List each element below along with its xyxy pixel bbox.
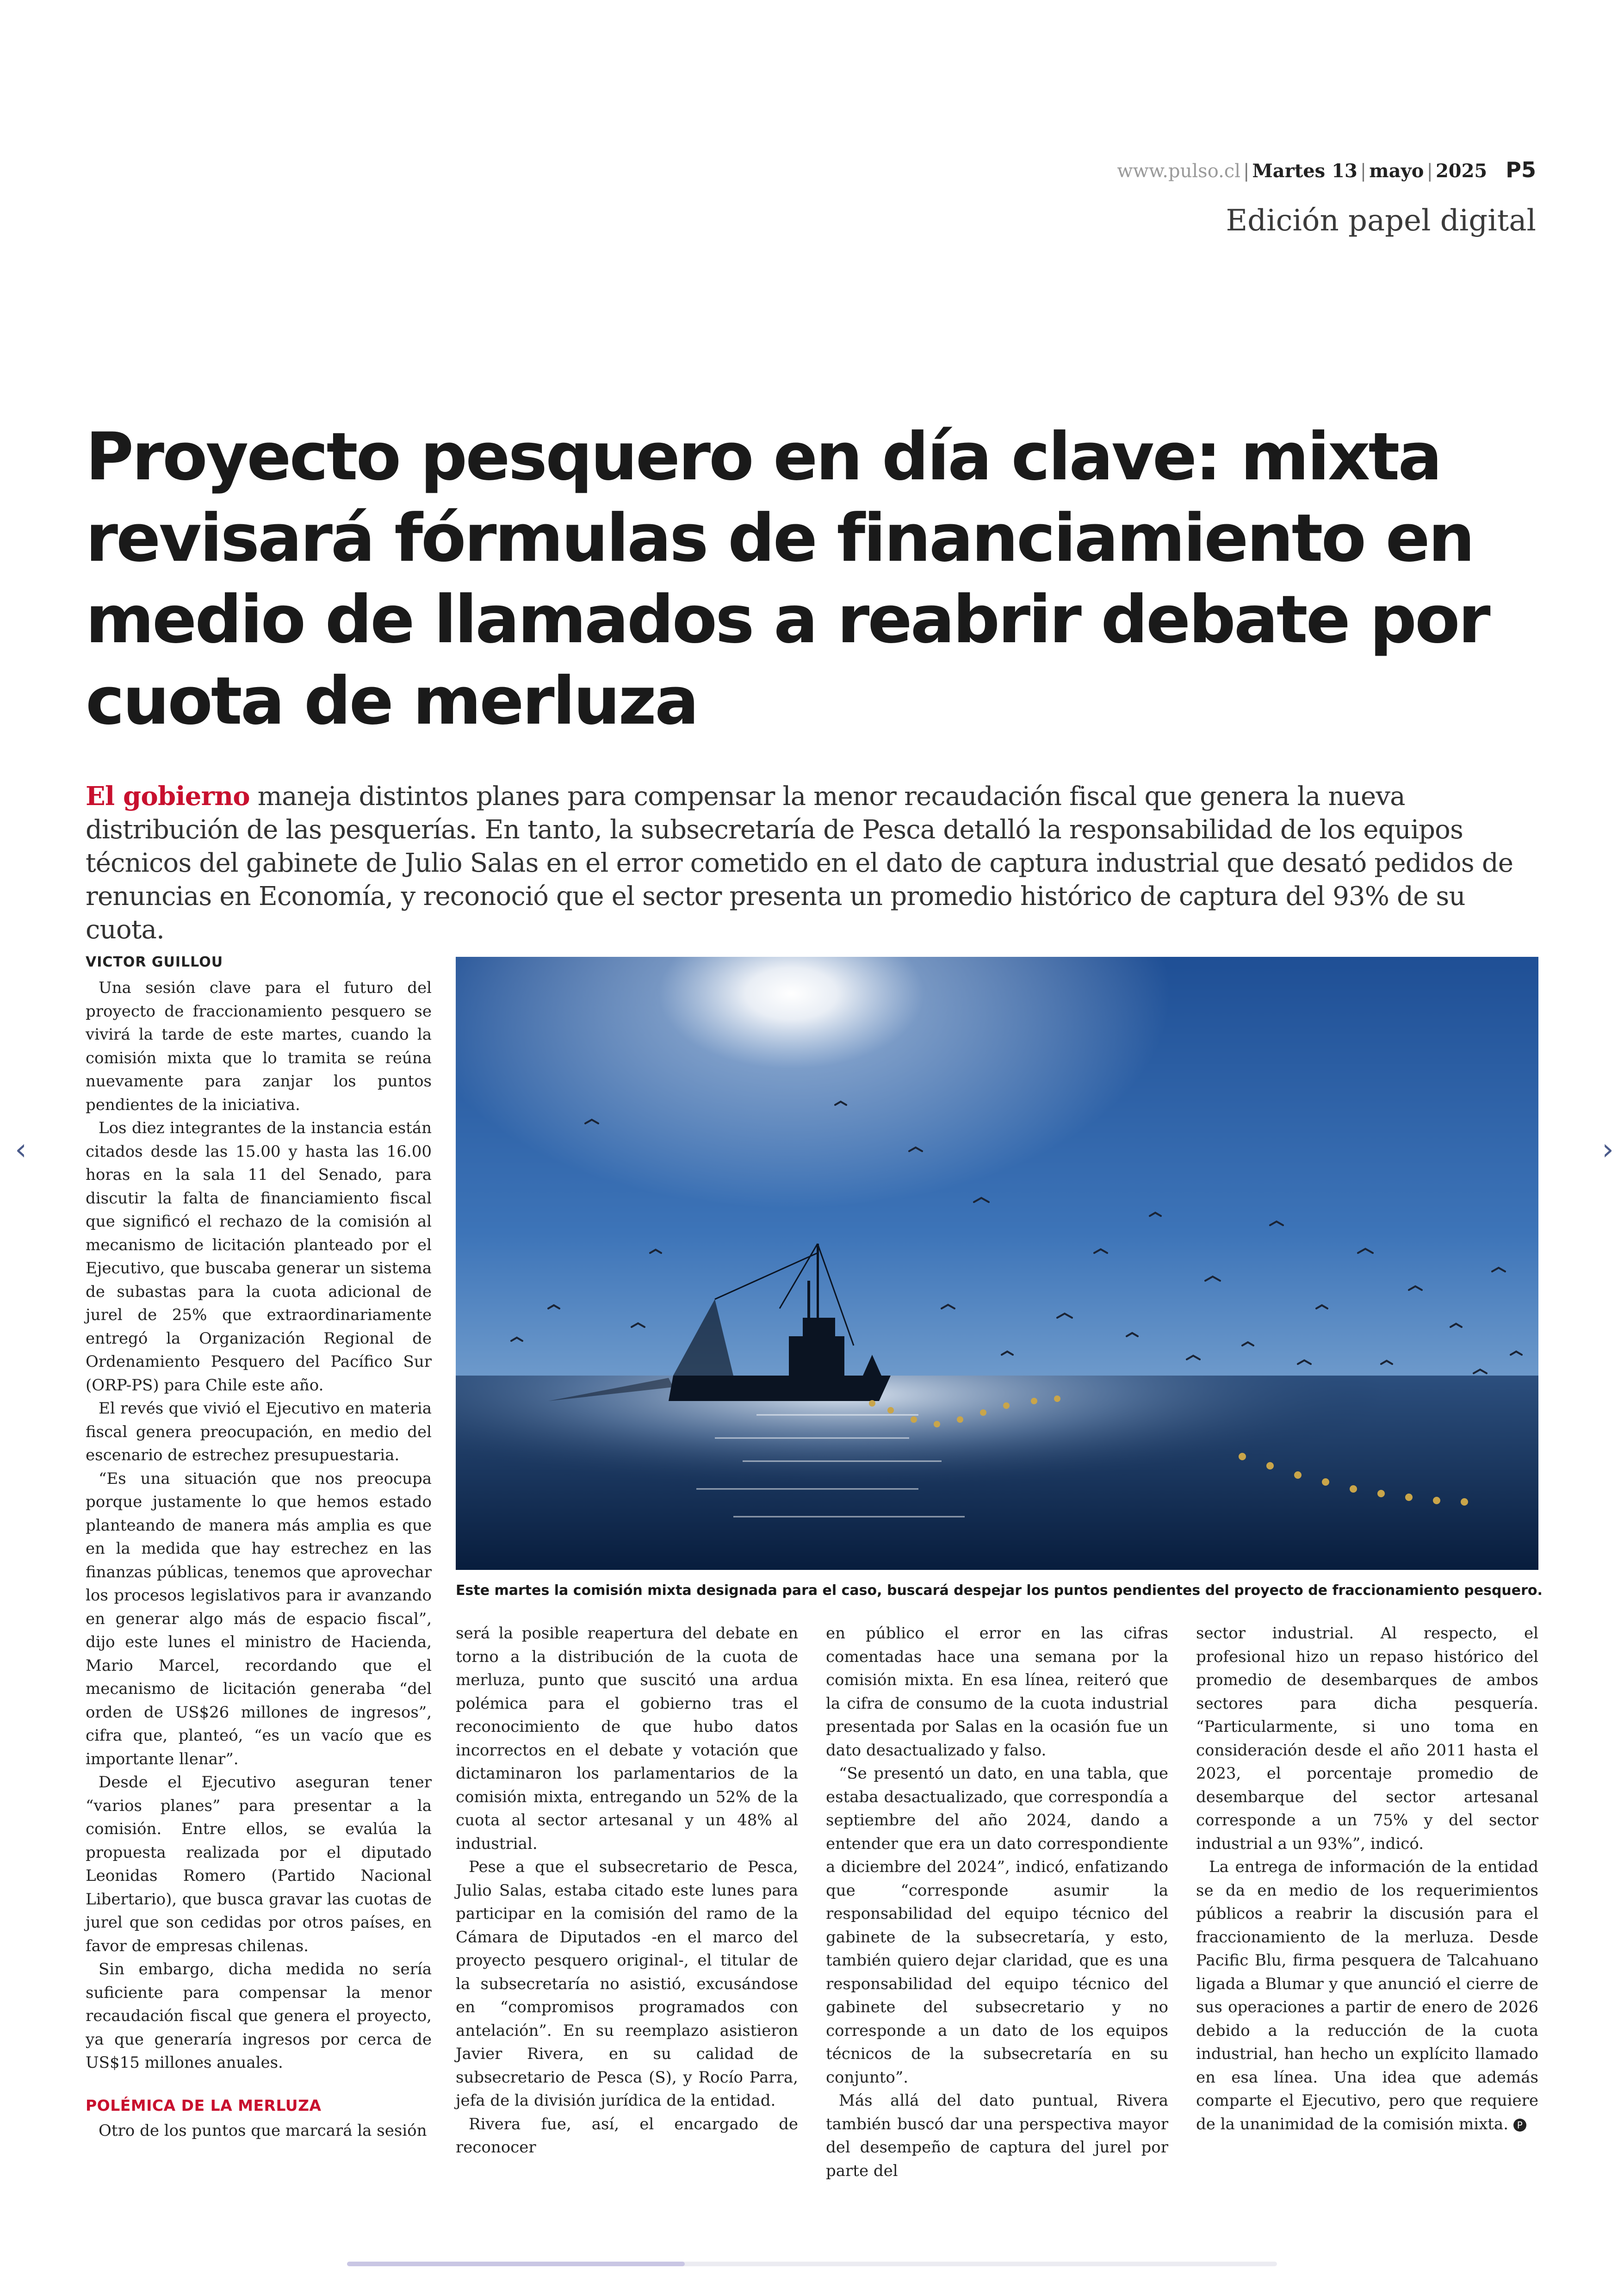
divider: | — [1243, 161, 1250, 182]
article-photo — [456, 957, 1538, 1570]
next-page-arrow-icon[interactable]: › — [1602, 1133, 1614, 1167]
paragraph: El revés que vivió el Ejecutivo en materia fiscal genera preocupación, en medio del escenario de estrechez presupuestaria. — [86, 1399, 432, 1464]
paragraph: Sin embargo, dicha medida no sería suficiente para compensar la menor recaudación fiscal que genera el proyecto, ya que generaría ingresos por cerca de US$15 millones anuales. — [86, 1960, 432, 2072]
divider: | — [1360, 161, 1367, 182]
article-headline: Proyecto pesquero en día clave: mixta revisará fórmulas de financiamiento en medio de llamados a reabrir debate por cuota de merluza — [86, 419, 1489, 739]
issue-date: Martes 13 — [1252, 160, 1357, 182]
paragraph — [1196, 1855, 1538, 2136]
horizontal-scrollbar[interactable] — [347, 2262, 1277, 2266]
divider: | — [1426, 161, 1433, 182]
paragraph: será la posible reapertura del debate en torno a la distribución de la cuota de merluza, punto que suscitó una ardua polémica para el gobierno tras el reconocimiento de que hubo datos incorrectos en el debate y votación que dictaminaron los parlamentarios de la comisión mixta, entregando un 52% de la cuota al sector artesanal y un 48% al industrial. — [456, 1624, 798, 1853]
article-column-3 — [826, 1622, 1168, 2180]
page-number: P5 — [1506, 157, 1536, 182]
fishing-boat-photo — [456, 957, 1538, 1570]
issue-month: mayo — [1369, 160, 1424, 182]
page-header — [1064, 157, 1536, 182]
end-of-article-icon: P — [1513, 2119, 1526, 2132]
previous-page-arrow-icon[interactable]: ‹ — [15, 1133, 27, 1167]
scrollbar-thumb[interactable] — [347, 2262, 685, 2266]
deck-text: maneja distintos planes para compensar la menor recaudación fiscal que genera la nueva distribución de las pesquerías. En tanto, la subsecretaría de Pesca detalló la responsabilidad de los equipos técnicos del gabinete de Julio Salas en el error cometido en el dato de captura industrial que desató pedidos de renuncias en Economía, y reconoció que el sector presenta un promedio histórico de captura del 93% de su cuota. — [86, 781, 1513, 945]
article-column-1 — [86, 976, 432, 2140]
site-url[interactable]: www.pulso.cl — [1117, 161, 1240, 182]
article-column-4 — [1196, 1622, 1538, 2131]
article-deck — [86, 780, 1548, 947]
paragraph-text: La entrega de información de la entidad se da en medio de los requerimientos públicos a reabrir la discusión para el fraccionamiento de la merluza. Desde Pacific Blu, firma pesquera de Talcahuano ligada a Blumar y que anunció el cierre de sus operaciones a partir de enero de 2026 debido a la reducción de la cuota industrial, han hecho un explícito llamado en esa línea. Una idea que además comparte el Ejecutivo, pero que requiere de la unanimidad de la comisión mixta. — [1196, 1858, 1538, 2133]
paragraph: Los diez integrantes de la instancia están citados desde las 15.00 y hasta las 16.00 horas en la sala 11 del Senado, para discutir la falta de financiamiento fiscal que significó el rechazo de la comisión al mecanismo de licitación planteado por el Ejecutivo, que buscaba generar un sistema de subastas para la cuota adicional de jurel de 25% que extraordinariamente entregó la Organización Regional de Ordenamiento Pesquero del Pacífico Sur (ORP-PS) para Chile este año. — [86, 1119, 432, 1395]
deck-lead: El gobierno — [86, 781, 250, 812]
paragraph: sector industrial. Al respecto, el profesional hizo un repaso histórico del promedio de desembarques de ambos sectores para dicha pesquería. “Particularmente, si uno toma en consideración desde el año 2011 hasta el 2023, el porcentaje promedio de desembarque del sector artesanal corresponde a un 75% y del sector industrial a un 93%”, indicó. — [1196, 1624, 1538, 1853]
article-column-2 — [456, 1622, 798, 2157]
paragraph: “Es una situación que nos preocupa porque justamente lo que hemos estado planteando de manera más amplia es que en la medida que hay estrechez en las finanzas públicas, tenemos que aprovechar los procesos legislativos para ir avanzando en generar algo más de espacio fiscal”, dijo este lunes el ministro de Hacienda, Mario Marcel, recordando que el mecanismo de licitación generaba “del orden de US$26 millones de ingresos”, cifra que, planteó, “es un vacío que es importante llenar”. — [86, 1469, 432, 1768]
issue-year: 2025 — [1435, 160, 1488, 182]
paragraph: “Se presentó un dato, en una tabla, que estaba desactualizado, que correspondía a septiembre del año 2024, dando a entender que era un dato correspondiente a diciembre del 2024”, indicó, enfatizando que “corresponde asumir la responsabilidad del equipo técnico del gabinete de la subsecretaría, y esto, también quiero dejar claridad, que es una responsabilidad del equipo técnico del gabinete del subsecretario y no corresponde a un dato de los equipos técnicos de la subsecretaría en su conjunto”. — [826, 1764, 1168, 2087]
paragraph: Otro de los puntos que marcará la sesión — [99, 2121, 427, 2140]
paragraph: Una sesión clave para el futuro del proyecto de fraccionamiento pesquero se vivirá la tarde de este martes, cuando la comisión mixta que lo tramita se reúna nuevamente para zanjar los puntos pendientes de la iniciativa. — [86, 979, 432, 1114]
paragraph: Pese a que el subsecretario de Pesca, Julio Salas, estaba citado este lunes para participar en la comisión del ramo de la Cámara de Diputados -en el marco del proyecto pesquero original-, el titular de la subsecretaría no asistió, excusándose en “compromisos programados con antelación”. En su reemplazo asistieron Javier Rivera, en su calidad de subsecretario de Pesca (S), y Rocío Parra, jefa de la división jurídica de la entidad. — [456, 1858, 798, 2110]
paragraph: Desde el Ejecutivo aseguran tener “varios planes” para presentar a la comisión. Entre ellos, se evalúa la propuesta realizada por el diputado Leonidas Romero (Partido Nacional Libertario), que busca gravar las cuotas de jurel que son cedidas por otros países, en favor de empresas chilenas. — [86, 1773, 432, 1955]
section-subhead: POLÉMICA DE LA MERLUZA — [86, 2096, 322, 2114]
paragraph: en público el error en las cifras comentadas hace una semana por la comisión mixta. En esa línea, reiteró que la cifra de consumo de la cuota industrial presentada por Salas en la ocasión fue un dato desactualizado y falso. — [826, 1624, 1168, 1760]
photo-caption: Este martes la comisión mixta designada para el caso, buscará despejar los puntos pendientes del proyecto de fraccionamiento pesquero. — [456, 1582, 1543, 1599]
paragraph: Más allá del dato puntual, Rivera también buscó dar una perspectiva mayor del desempeño de captura del jurel por parte del — [826, 2091, 1168, 2180]
edition-label: Edición papel digital — [1226, 204, 1536, 238]
paragraph: Rivera fue, así, el encargado de reconocer — [456, 2114, 798, 2157]
byline: VICTOR GUILLOU — [86, 954, 223, 970]
